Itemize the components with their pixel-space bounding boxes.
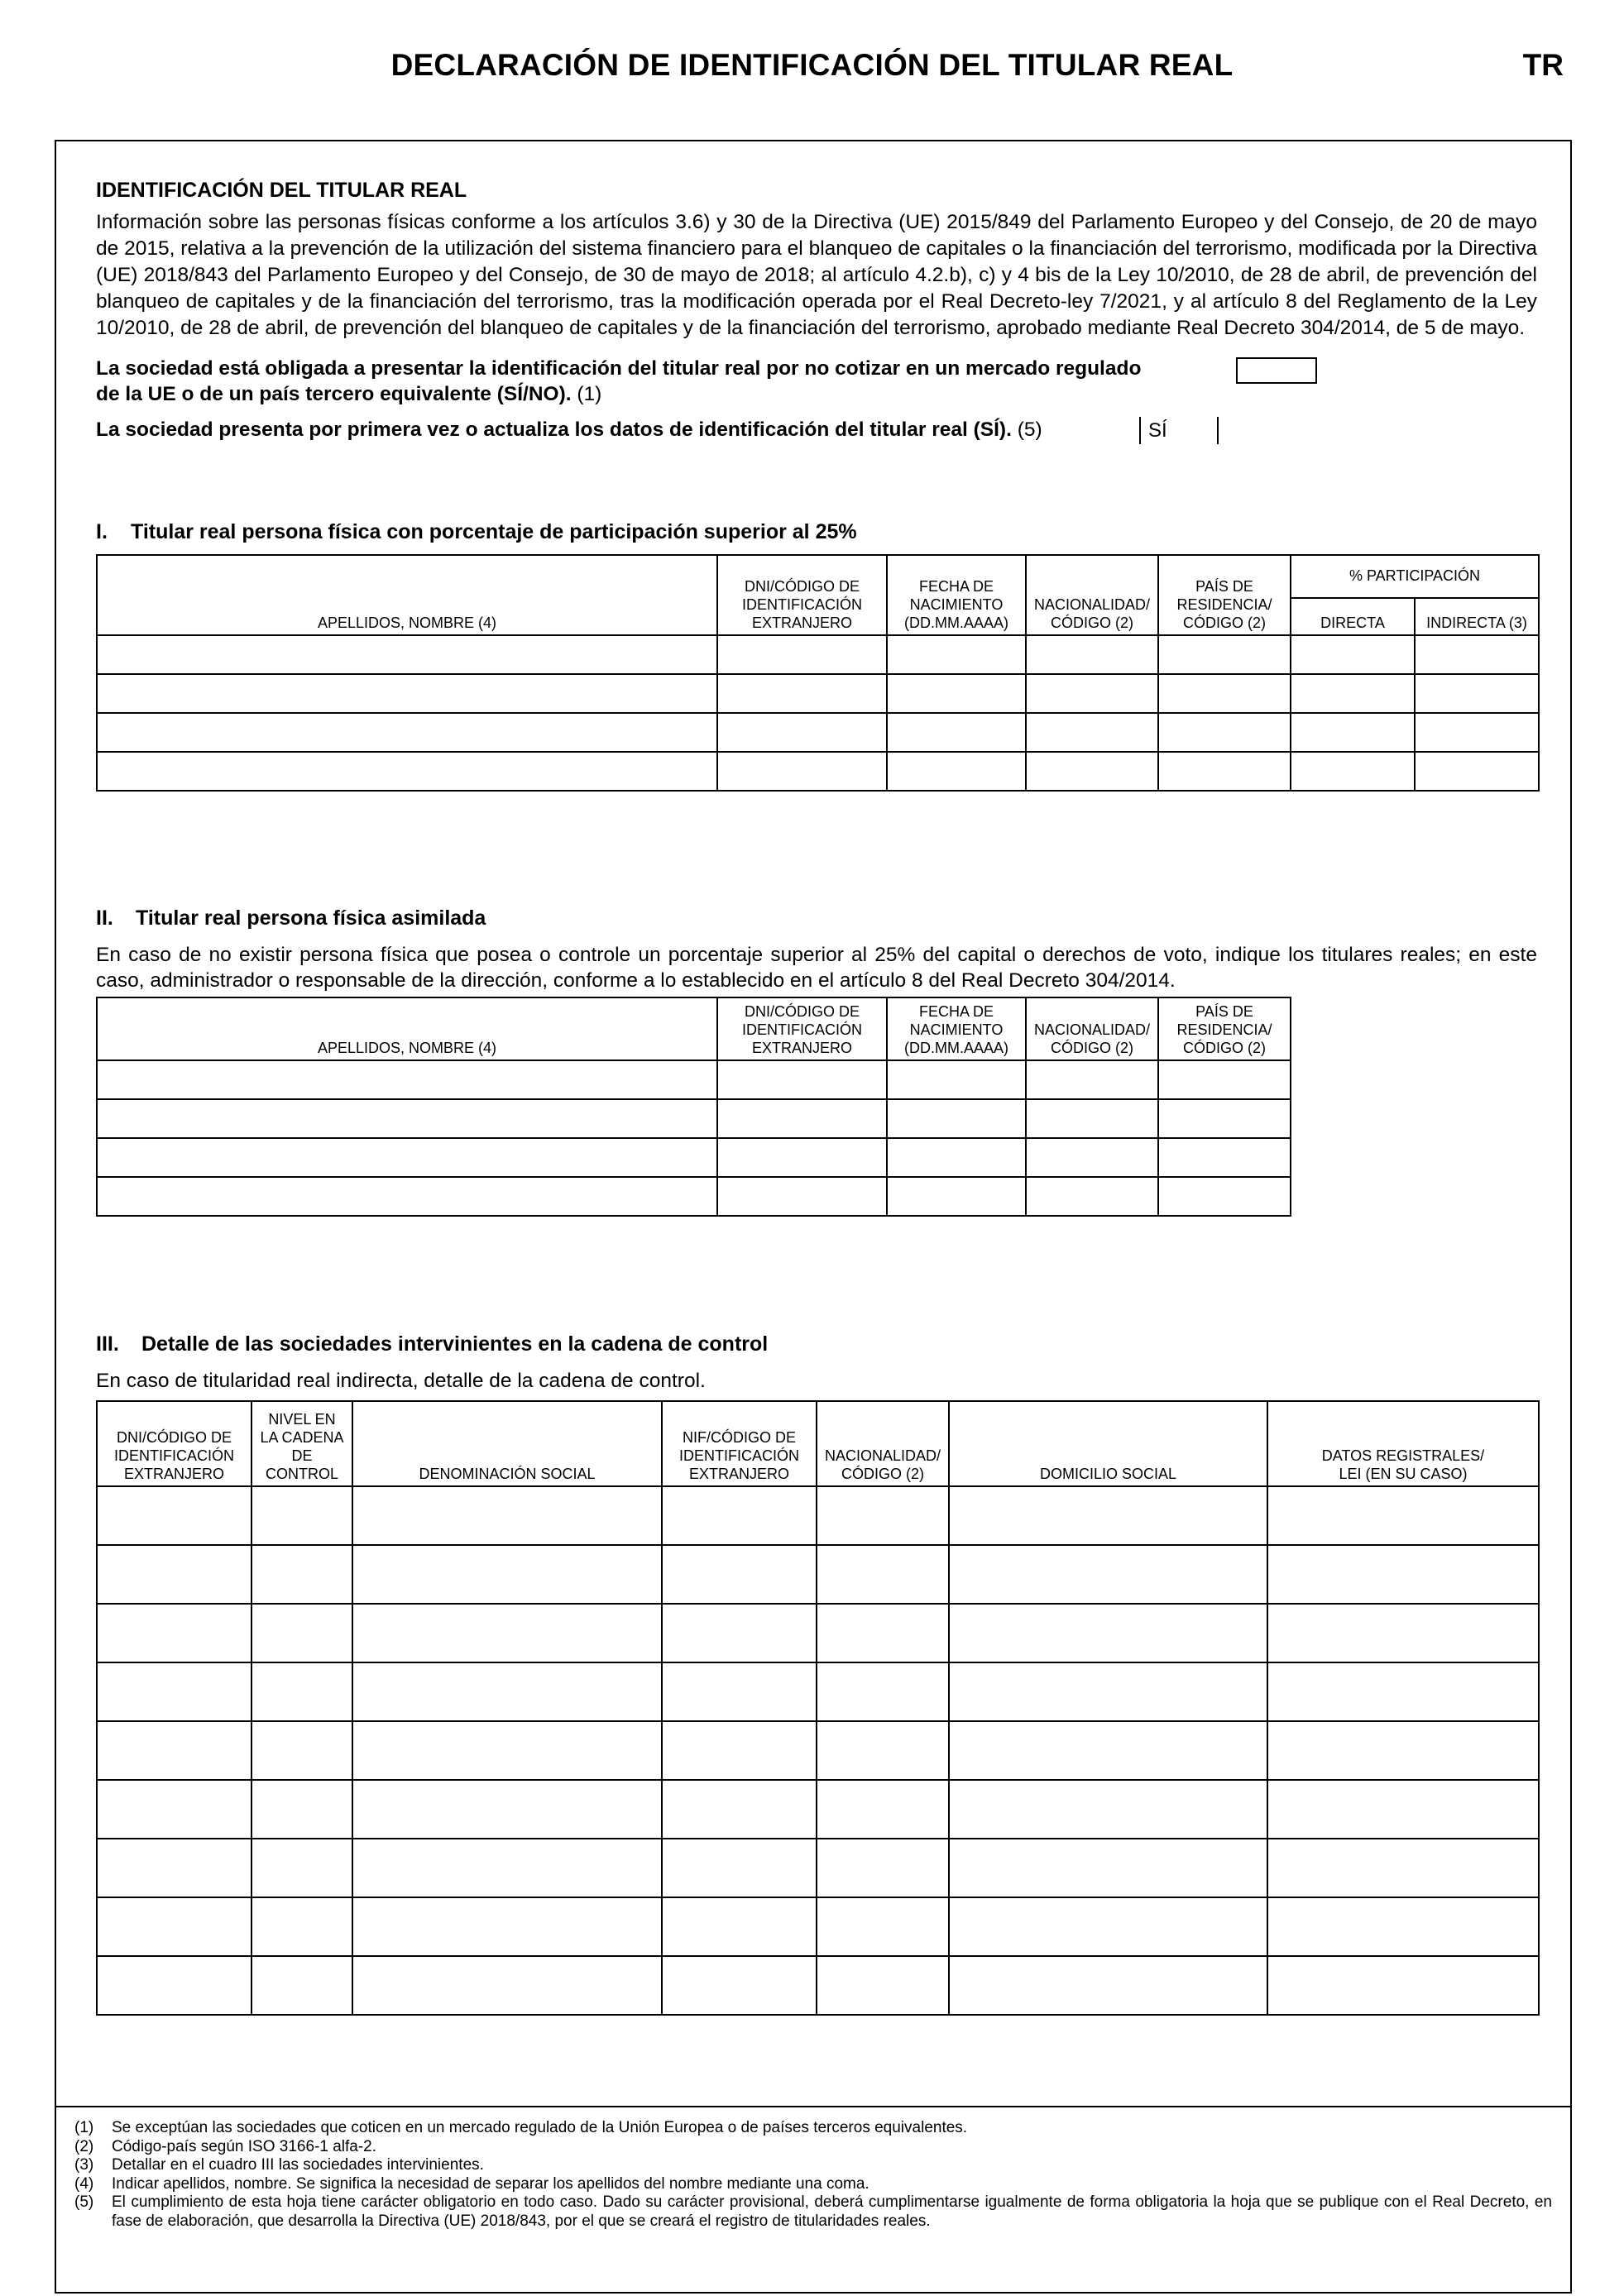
col-address: DOMICILIO SOCIAL xyxy=(949,1401,1267,1486)
footnote: (3) Detallar en el cuadro III las sociedades intervinientes. xyxy=(74,2156,484,2174)
table-row xyxy=(97,1486,1539,1545)
footnote: (1) Se exceptúan las sociedades que coticen en un mercado regulado de la Unión Europea o de países terceros equivalentes. xyxy=(74,2119,968,2136)
question-obligated xyxy=(96,356,1537,407)
table-row xyxy=(97,1721,1539,1780)
table-row xyxy=(97,1099,1291,1138)
table-row xyxy=(97,1060,1291,1099)
section-3-heading xyxy=(96,1332,1537,1356)
col-birth: FECHA DE NACIMIENTO (DD.MM.AAAA) xyxy=(887,555,1026,635)
col-residence: PAÍS DE RESIDENCIA/ CÓDIGO (2) xyxy=(1158,997,1291,1060)
section-3-number: III. xyxy=(96,1332,119,1356)
footnote: (4) Indicar apellidos, nombre. Se significa la necesidad de separar los apellidos del nombre mediante una coma. xyxy=(74,2174,869,2193)
col-name: APELLIDOS, NOMBRE (4) xyxy=(97,555,717,635)
question-obligated-line2: de la UE o de un país tercero equivalente (SÍ/NO). xyxy=(96,383,572,405)
section-2-heading xyxy=(96,906,1537,930)
intro-text: Información sobre las personas físicas conforme a los artículos 3.6) y 30 de la Directiva (UE) 2015/849 del Parlamento Europeo y del Consejo, de 20 de mayo de 2015, relativa a la prevención de la utilización del sistema financiero para el blanqueo de capitales o la financiación del terrorismo, modificada por la Directiva (UE) 2018/843 del Parlamento Europeo y del Consejo, de 30 de mayo de 2018; al artículo 4.2.b), c) y 4 bis de la Ley 10/2010, de 28 de abril, de prevención del blanqueo de capitales y de la financiación del terrorismo, tras la modificación operada por el Real Decreto-ley 7/2021, y al artículo 8 del Reglamento de la Ley 10/2010, de 28 de abril, de prevención del blanqueo de capitales y de la financiación del terrorismo, aprobado mediante Real Decreto 304/2014, de 5 de mayo. xyxy=(96,211,1537,339)
table-section-2 xyxy=(96,997,1291,1217)
obligated-answer-box[interactable] xyxy=(1236,357,1317,384)
page-title: DECLARACIÓN DE IDENTIFICACIÓN DEL TITULAR REAL xyxy=(390,48,1234,82)
question-first-time-text: La sociedad presenta por primera vez o actualiza los datos de identificación del titular real (SÍ). xyxy=(96,419,1012,441)
question-first-time-note: (5) xyxy=(1017,419,1042,441)
section-2-title: Titular real persona física asimilada xyxy=(136,906,486,930)
form-content xyxy=(96,175,1537,2016)
col-id: DNI/CÓDIGO DE IDENTIFICACIÓN EXTRANJERO xyxy=(717,555,887,635)
question-obligated-line1: La sociedad está obligada a presentar la identificación del titular real por no cotizar en un mercado regulado xyxy=(96,357,1142,380)
table-row xyxy=(97,1138,1291,1177)
table-row xyxy=(97,752,1539,791)
intro-heading: IDENTIFICACIÓN DEL TITULAR REAL xyxy=(96,179,467,202)
col-indirect: INDIRECTA (3) xyxy=(1415,598,1539,635)
table-row xyxy=(97,674,1539,713)
first-time-answer-box[interactable] xyxy=(1139,417,1219,444)
form-frame xyxy=(55,140,1572,2294)
section-2-text: En caso de no existir persona física que posea o controle un porcentaje superior al 25% del capital o derechos de voto, indique los titulares reales; en este caso, administrador o responsable de la dirección, conforme a lo establecido en el artículo 8 del Real Decreto 304/2014. xyxy=(96,944,1537,992)
section-1-title: Titular real persona física con porcentaje de participación superior al 25% xyxy=(131,520,857,543)
question-first-time xyxy=(96,417,1537,442)
first-time-answer-value: SÍ xyxy=(1148,419,1167,442)
table-row xyxy=(97,713,1539,752)
table-row xyxy=(97,1604,1539,1662)
col-id: DNI/CÓDIGO DE IDENTIFICACIÓN EXTRANJERO xyxy=(717,997,887,1060)
col-nationality: NACIONALIDAD/ CÓDIGO (2) xyxy=(1026,997,1158,1060)
col-nationality: NACIONALIDAD/ CÓDIGO (2) xyxy=(1026,555,1158,635)
table-row xyxy=(97,1956,1539,2015)
col-name: APELLIDOS, NOMBRE (4) xyxy=(97,997,717,1060)
col-control-level: NIVEL EN LA CADENA DE CONTROL xyxy=(252,1401,352,1486)
col-participation: % PARTICIPACIÓN xyxy=(1291,555,1539,598)
table-row xyxy=(97,1839,1539,1897)
footnote: (2) Código-país según ISO 3166-1 alfa-2. xyxy=(74,2137,377,2155)
col-company-name: DENOMINACIÓN SOCIAL xyxy=(352,1401,662,1486)
table-row xyxy=(97,1897,1539,1956)
table-row xyxy=(97,1780,1539,1839)
table-row xyxy=(97,1662,1539,1721)
table-row xyxy=(97,1545,1539,1604)
col-direct: DIRECTA xyxy=(1291,598,1415,635)
footnotes xyxy=(56,2106,1570,2292)
section-1-number: I. xyxy=(96,520,108,543)
col-nif: NIF/CÓDIGO DE IDENTIFICACIÓN EXTRANJERO xyxy=(662,1401,817,1486)
col-nationality: NACIONALIDAD/ CÓDIGO (2) xyxy=(817,1401,949,1486)
page-header xyxy=(0,48,1624,89)
table-row xyxy=(97,1177,1291,1216)
col-birth: FECHA DE NACIMIENTO (DD.MM.AAAA) xyxy=(887,997,1026,1060)
section-3-text: En caso de titularidad real indirecta, detalle de la cadena de control. xyxy=(96,1370,706,1392)
table-row xyxy=(97,635,1539,674)
section-3-title: Detalle de las sociedades intervinientes en la cadena de control xyxy=(141,1332,769,1356)
section-2-number: II. xyxy=(96,906,113,930)
table-section-3 xyxy=(96,1400,1540,2016)
section-1-heading xyxy=(96,520,1537,544)
footnote: (5) El cumplimiento de esta hoja tiene carácter obligatorio en todo caso. Dado su carácter provisional, deberá cumplimentarse igualmente de forma obligatoria la hoja que se publique con el Real Decreto, en fase de elaboración, que desarrolla la Directiva (UE) 2018/843, por el que se creará el registro de titularidades reales. xyxy=(74,2193,1552,2230)
col-id: DNI/CÓDIGO DE IDENTIFICACIÓN EXTRANJERO xyxy=(97,1401,252,1486)
col-registry: DATOS REGISTRALES/ LEI (EN SU CASO) xyxy=(1267,1401,1539,1486)
question-obligated-note: (1) xyxy=(577,383,602,405)
table-section-1 xyxy=(96,554,1540,792)
form-code: TR xyxy=(1522,48,1564,82)
col-residence: PAÍS DE RESIDENCIA/ CÓDIGO (2) xyxy=(1158,555,1291,635)
